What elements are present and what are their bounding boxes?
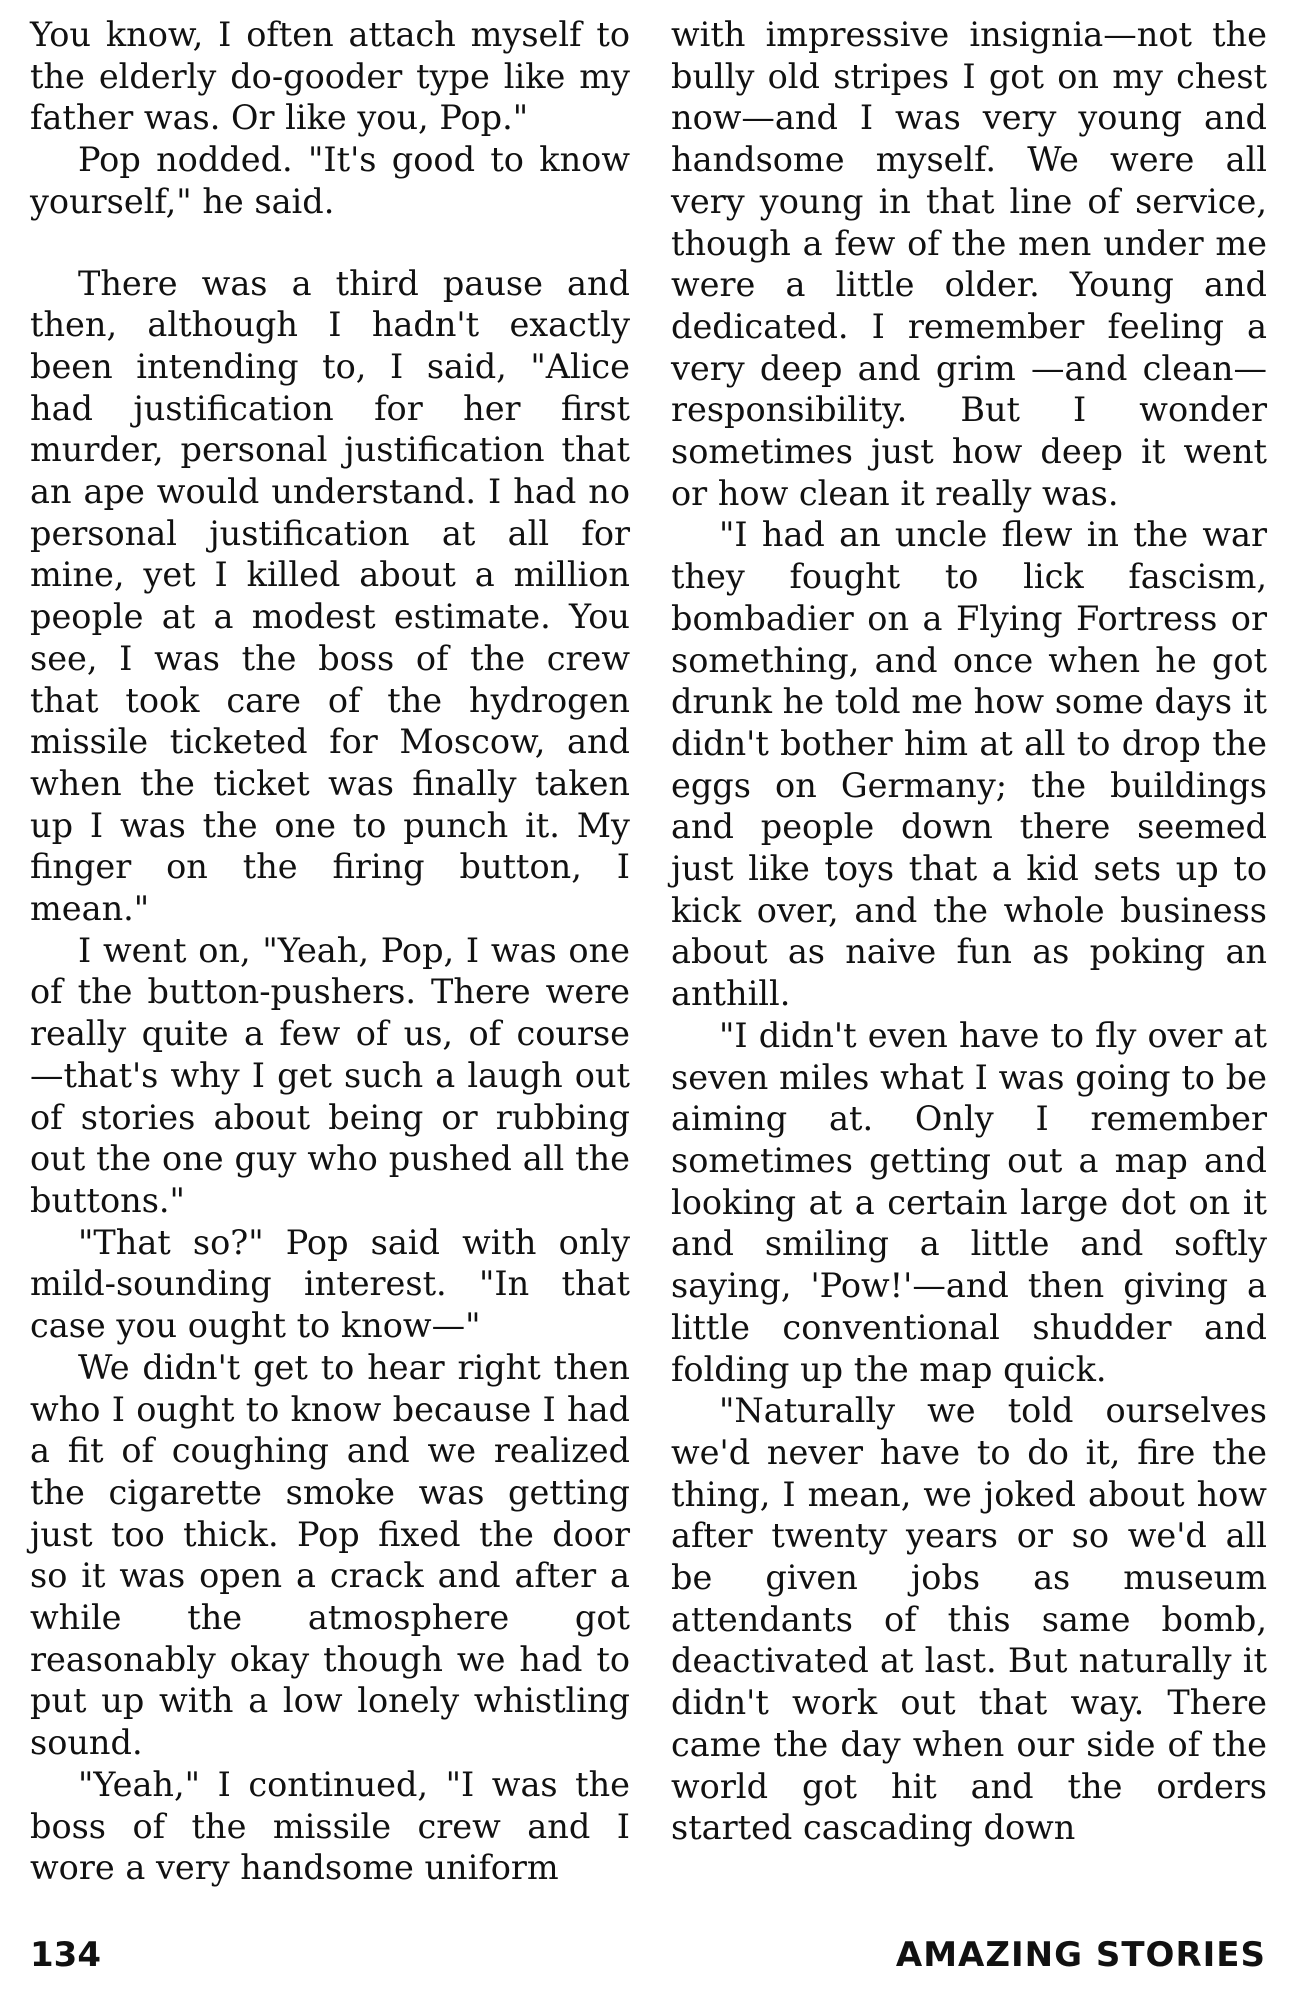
paragraph: "Yeah," I continued, "I was the boss of the missile crew and I wore a very handsome uniform (30, 1764, 630, 1888)
left-column (30, 14, 630, 1889)
paragraph: "I didn't even have to fly over at seven miles what I was going to be aiming at. Only I remember sometimes getting out a map and looking at a certain large dot on it and smiling a little and softly saying, 'Pow!'—and then giving a little conventional shudder and folding up the map quick. (671, 1015, 1267, 1389)
paragraph: "Naturally we told ourselves we'd never have to do it, fire the thing, I mean, we joked about how after twenty years or so we'd all be given jobs as museum attendants of this same bomb, deactivated at last. But naturally it didn't work out that way. There came the day when our side of the world got hit and the orders started cascading down (671, 1391, 1267, 1848)
paragraph: Pop nodded. "It's good to know yourself," he said. (30, 140, 630, 221)
paragraph: There was a third pause and then, although I hadn't exactly been intending to, I said, "Alice had justification for her first murder, personal justification that an ape would understand. I had no personal justification at all for mine, yet I killed about a million people at a modest estimate. You see, I was the boss of the crew that took care of the hydrogen missile ticketed for Moscow, and when the ticket was finally taken up I was the one to punch it. My finger on the firing button, I mean." (30, 263, 630, 929)
paragraph: "I had an uncle flew in the war they fought to lick fascism, bombadier on a Flying Fortress or something, and once when he got drunk he told me how some days it didn't bother him at all to drop the eggs on Germany; the buildings and people down there seemed just like toys that a kid sets up to kick over, and the whole business about as naive fun as poking an anthill. (671, 515, 1267, 1014)
page-number: 134 (30, 1935, 101, 1975)
magazine-title: AMAZING STORIES (895, 1935, 1266, 1975)
right-column (671, 14, 1267, 1849)
paragraph: You know, I often attach myself to the elderly do-gooder type like my father was. Or like you, Pop." (30, 15, 630, 138)
paragraph: "That so?" Pop said with only mild-sounding interest. "In that case you ought to know—" (30, 1222, 630, 1346)
paragraph: We didn't get to hear right then who I ought to know because I had a fit of coughing and we realized the cigarette smoke was getting just too thick. Pop fixed the door so it was open a crack and after a while the atmosphere got reasonably okay though we had to put up with a low lonely whistling sound. (30, 1347, 630, 1763)
paragraph: I went on, "Yeah, Pop, I was one of the button-pushers. There were really quite a few of us, of course—that's why I get such a laugh out of stories about being or rubbing out the one guy who pushed all the buttons." (30, 930, 630, 1220)
paragraph: with impressive insignia—not the bully old stripes I got on my chest now—and I was very young and handsome myself. We were all very young in that line of service, though a few of the men under me were a little older. Young and dedicated. I remember feeling a very deep and grim —and clean—responsibility. But I wonder sometimes just how deep it went or how clean it really was. (671, 15, 1267, 513)
